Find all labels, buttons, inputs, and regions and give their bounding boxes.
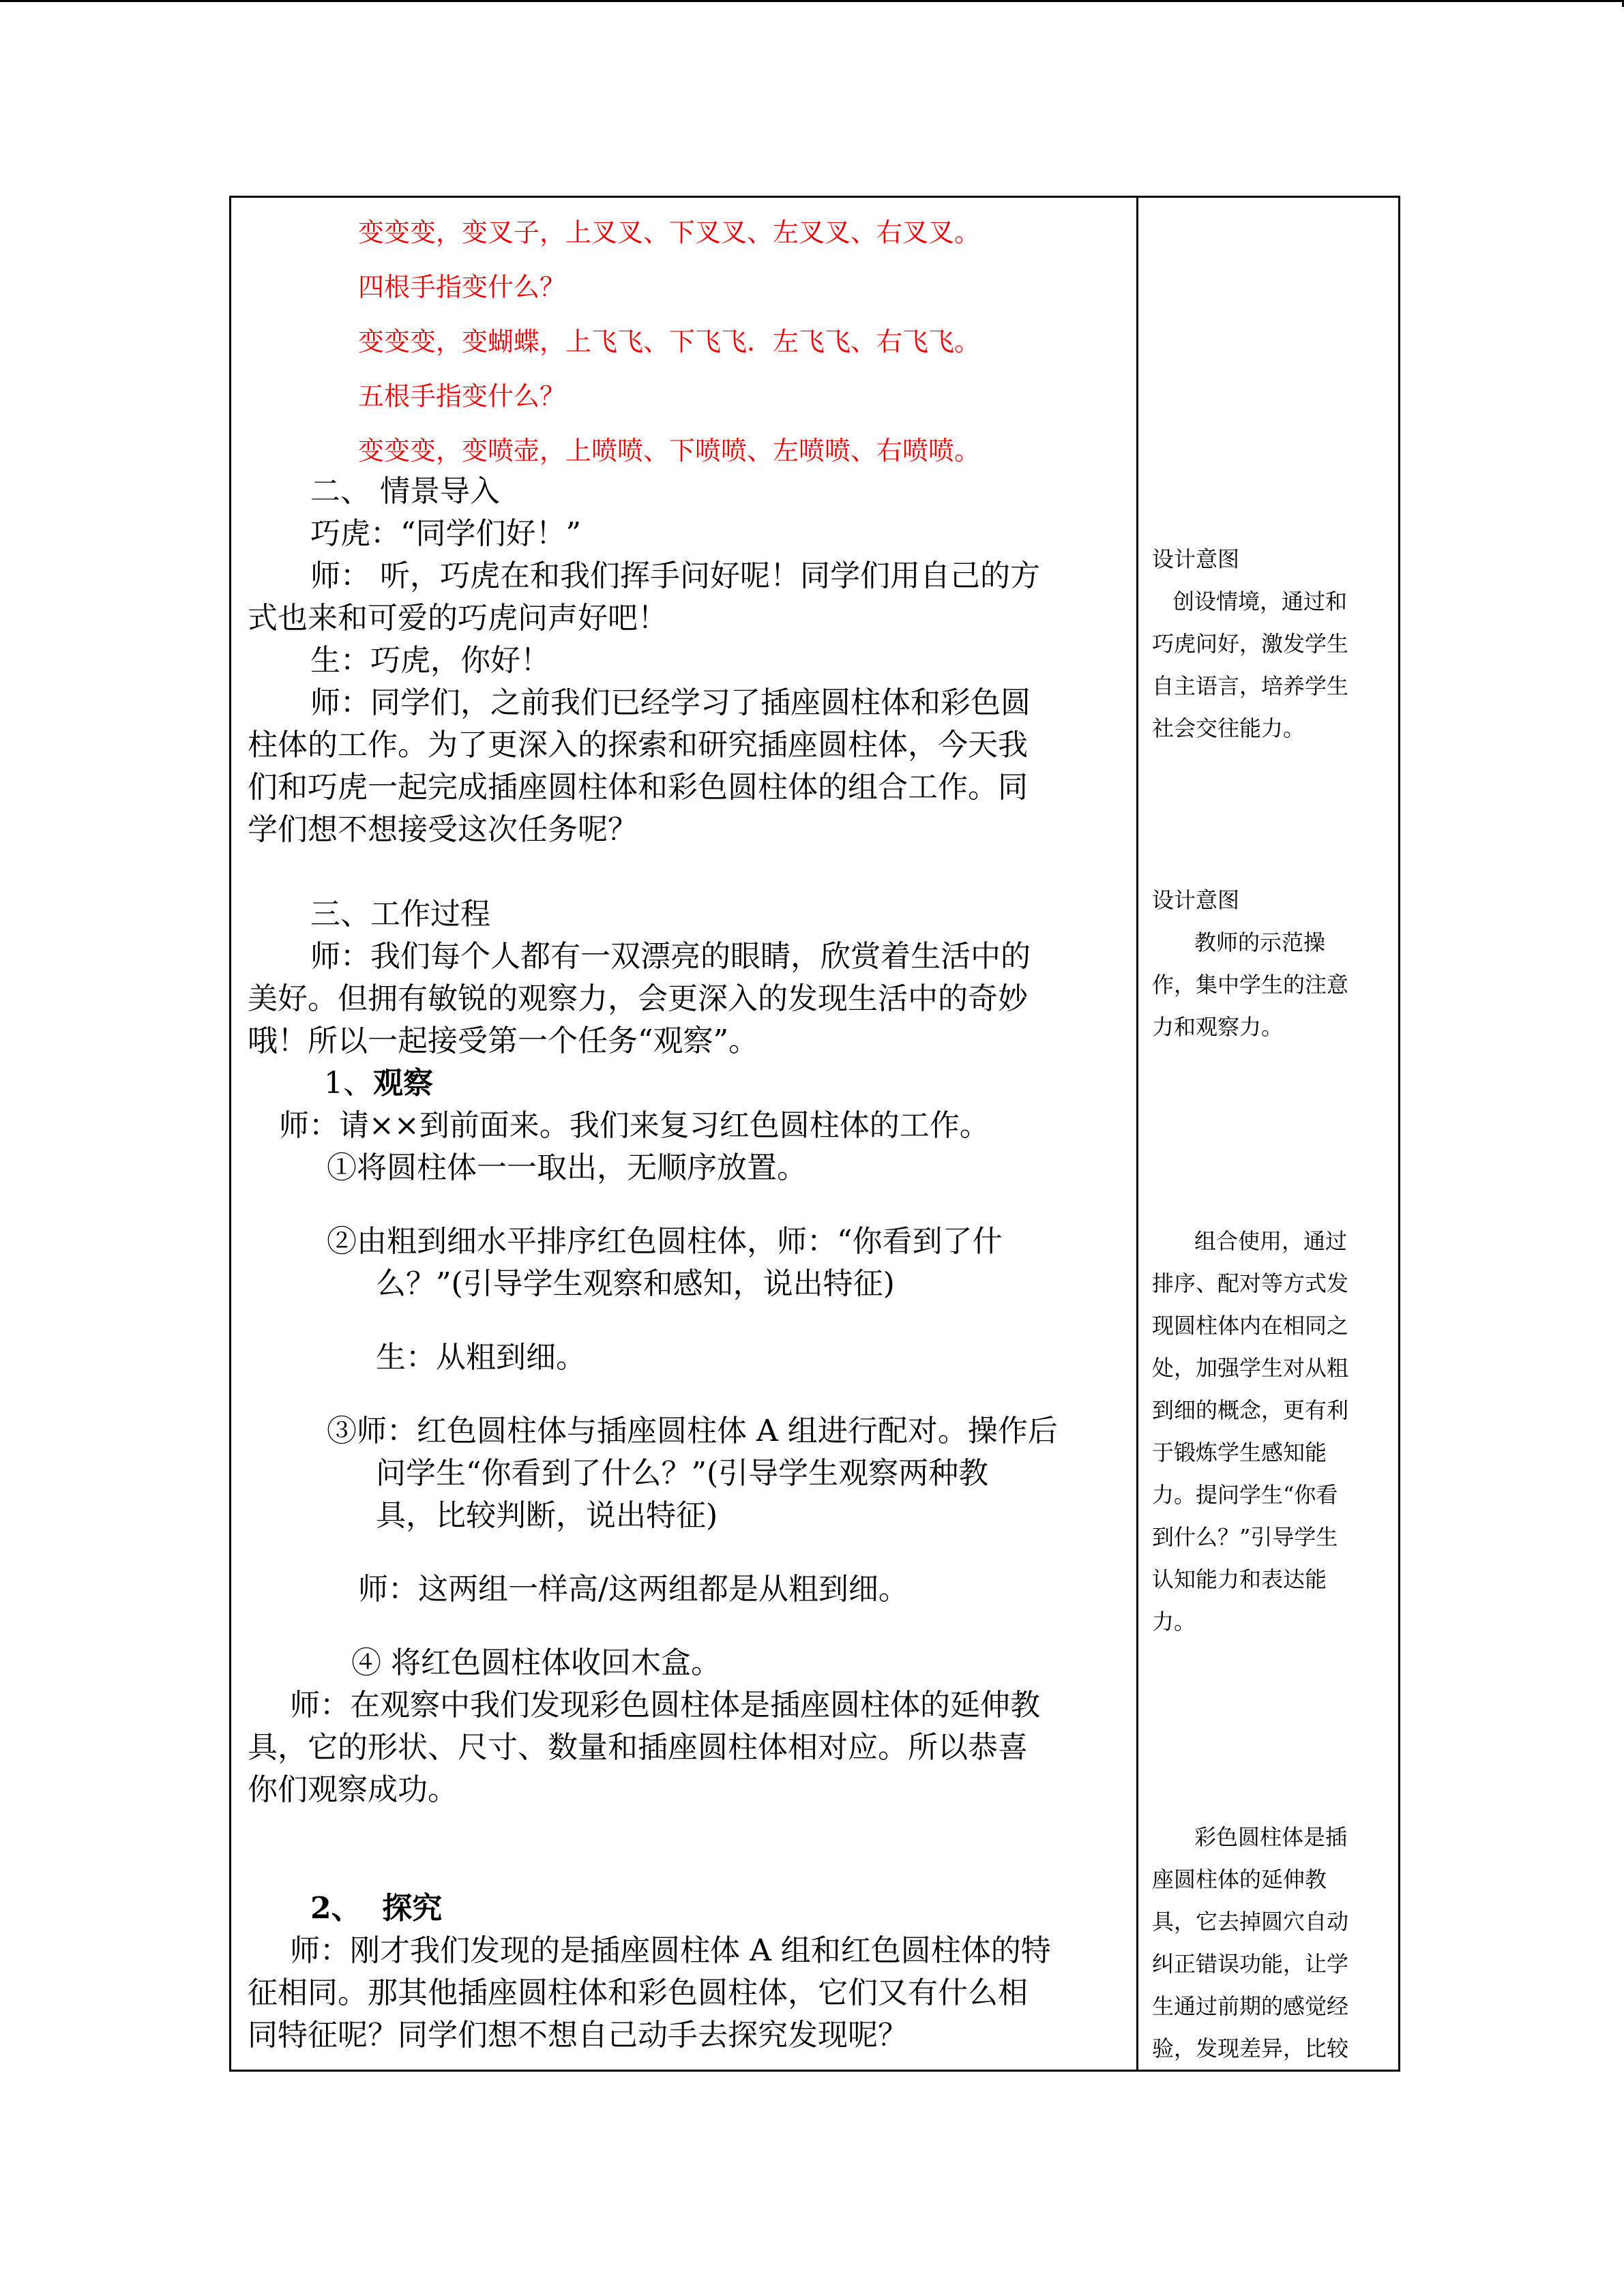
note-4-line-5: 生通过前期的感觉经 bbox=[1152, 1993, 1349, 2019]
section-2-line-8: 学们想不想接受这次任务呢？ bbox=[248, 812, 638, 847]
lesson-plan-table bbox=[229, 196, 1400, 2072]
design-notes-cell bbox=[1138, 197, 1400, 2071]
section-2-heading: 二、 情景导入 bbox=[310, 474, 500, 509]
subsection-2-heading bbox=[310, 1888, 442, 1930]
subsection-1-heading bbox=[324, 1062, 433, 1105]
section-2-line-3: 式也来和可爱的巧虎问声好吧！ bbox=[248, 601, 668, 636]
observe-step-3b: 问学生“你看到了什么？”(引导学生观察两种教 bbox=[376, 1456, 989, 1491]
chant-line-5: 变变变，变喷壶，上喷喷、下喷喷、左喷喷、右喷喷。 bbox=[358, 436, 981, 466]
subsection-1-number: 1、 bbox=[324, 1066, 373, 1101]
chant-line-3: 变变变，变蝴蝶，上飞飞、下飞飞．左飞飞、右飞飞。 bbox=[358, 327, 981, 357]
lesson-content-cell bbox=[231, 197, 1138, 2071]
note-3-line-6: 于锻炼学生感知能 bbox=[1152, 1440, 1327, 1465]
note-4-line-6: 验，发现差异，比较 bbox=[1152, 2036, 1349, 2061]
observe-summary-3: 你们观察成功。 bbox=[248, 1772, 458, 1807]
section-3-line-2: 美好。但拥有敏锐的观察力，会更深入的发现生活中的奇妙 bbox=[248, 981, 1028, 1016]
section-3-heading: 三、工作过程 bbox=[310, 897, 490, 931]
note-3-line-9: 认知能力和表达能 bbox=[1152, 1566, 1327, 1592]
observe-step-2c: 生：从粗到细。 bbox=[376, 1340, 586, 1375]
note-3-line-10: 力。 bbox=[1152, 1609, 1196, 1635]
section-2-line-1: 巧虎：“同学们好！” bbox=[310, 516, 581, 551]
section-2-line-6: 柱体的工作。为了更深入的探索和研究插座圆柱体，今天我 bbox=[248, 728, 1028, 762]
note-4-line-1: 彩色圆柱体是插 bbox=[1194, 1824, 1348, 1850]
observe-step-3a: ③师：红色圆柱体与插座圆柱体 A 组进行配对。操作后 bbox=[327, 1414, 1058, 1448]
explore-line-3: 同特征呢？同学们想不想自己动手去探究发现呢？ bbox=[248, 2018, 908, 2053]
note-1-line-3: 自主语言，培养学生 bbox=[1152, 673, 1349, 699]
note-2-line-3: 力和观察力。 bbox=[1152, 1014, 1284, 1040]
explore-line-1: 师：刚才我们发现的是插座圆柱体 A 组和红色圆柱体的特 bbox=[290, 1933, 1051, 1968]
note-1-line-2: 巧虎问好，激发学生 bbox=[1152, 631, 1349, 657]
chant-line-1: 变变变，变叉子，上叉叉、下叉叉、左叉叉、右叉叉。 bbox=[358, 218, 981, 248]
subsection-1-title: 观察 bbox=[373, 1066, 433, 1101]
note-3-line-4: 处，加强学生对从粗 bbox=[1152, 1355, 1349, 1381]
note-3-line-3: 现圆柱体内在相同之 bbox=[1152, 1313, 1349, 1339]
section-3-line-3: 哦！所以一起接受第一个任务“观察”。 bbox=[248, 1024, 758, 1058]
section-2-line-4: 生：巧虎，你好！ bbox=[310, 643, 550, 678]
note-4-line-2: 座圆柱体的延伸教 bbox=[1152, 1866, 1327, 1892]
observe-step-3d: 师：这两组一样高/这两组都是从粗到细。 bbox=[358, 1572, 909, 1607]
note-3-line-1: 组合使用，通过 bbox=[1194, 1228, 1348, 1254]
section-3-line-1: 师：我们每个人都有一双漂亮的眼睛，欣赏着生活中的 bbox=[310, 939, 1031, 974]
chant-line-4: 五根手指变什么？ bbox=[358, 381, 566, 411]
section-2-line-2: 师： 听，巧虎在和我们挥手问好呢！同学们用自己的方 bbox=[310, 558, 1040, 593]
observe-summary-2: 具，它的形状、尺寸、数量和插座圆柱体相对应。所以恭喜 bbox=[248, 1730, 1028, 1765]
note-2-title: 设计意图 bbox=[1152, 887, 1240, 913]
note-4-line-3: 具，它去掉圆穴自动 bbox=[1152, 1909, 1349, 1935]
note-3-line-2: 排序、配对等方式发 bbox=[1152, 1270, 1349, 1296]
observe-step-2a: ②由粗到细水平排序红色圆柱体，师：“你看到了什 bbox=[327, 1224, 1003, 1259]
chant-line-2: 四根手指变什么？ bbox=[358, 272, 566, 302]
page-top-border bbox=[0, 0, 1624, 2]
note-2-line-2: 作，集中学生的注意 bbox=[1152, 972, 1349, 998]
observe-line-1: 师：请××到前面来。我们来复习红色圆柱体的工作。 bbox=[279, 1108, 990, 1143]
section-2-line-7: 们和巧虎一起完成插座圆柱体和彩色圆柱体的组合工作。同 bbox=[248, 770, 1028, 805]
note-1-line-1: 创设情境，通过和 bbox=[1172, 588, 1348, 614]
observe-step-4: ④ 将红色圆柱体收回木盒。 bbox=[351, 1645, 721, 1680]
note-3-line-5: 到细的概念，更有利 bbox=[1152, 1397, 1349, 1423]
note-1-line-4: 社会交往能力。 bbox=[1152, 715, 1305, 741]
subsection-2-number: 2、 bbox=[310, 1891, 361, 1926]
note-4-line-4: 纠正错误功能，让学 bbox=[1152, 1951, 1349, 1977]
section-2-line-5: 师：同学们，之前我们已经学习了插座圆柱体和彩色圆 bbox=[310, 685, 1031, 720]
observe-step-1: ①将圆柱体一一取出，无顺序放置。 bbox=[327, 1150, 807, 1185]
note-3-line-8: 到什么？”引导学生 bbox=[1152, 1524, 1338, 1550]
note-1-title: 设计意图 bbox=[1152, 546, 1240, 572]
subsection-2-title: 探究 bbox=[382, 1891, 443, 1926]
note-3-line-7: 力。提问学生“你看 bbox=[1152, 1482, 1338, 1508]
explore-line-2: 征相同。那其他插座圆柱体和彩色圆柱体，它们又有什么相 bbox=[248, 1976, 1028, 2010]
observe-step-3c: 具，比较判断，说出特征) bbox=[376, 1498, 718, 1533]
note-2-line-1: 教师的示范操 bbox=[1194, 929, 1326, 955]
observe-summary-1: 师：在观察中我们发现彩色圆柱体是插座圆柱体的延伸教 bbox=[290, 1688, 1040, 1723]
observe-step-2b: 么？”(引导学生观察和感知，说出特征) bbox=[376, 1266, 895, 1301]
